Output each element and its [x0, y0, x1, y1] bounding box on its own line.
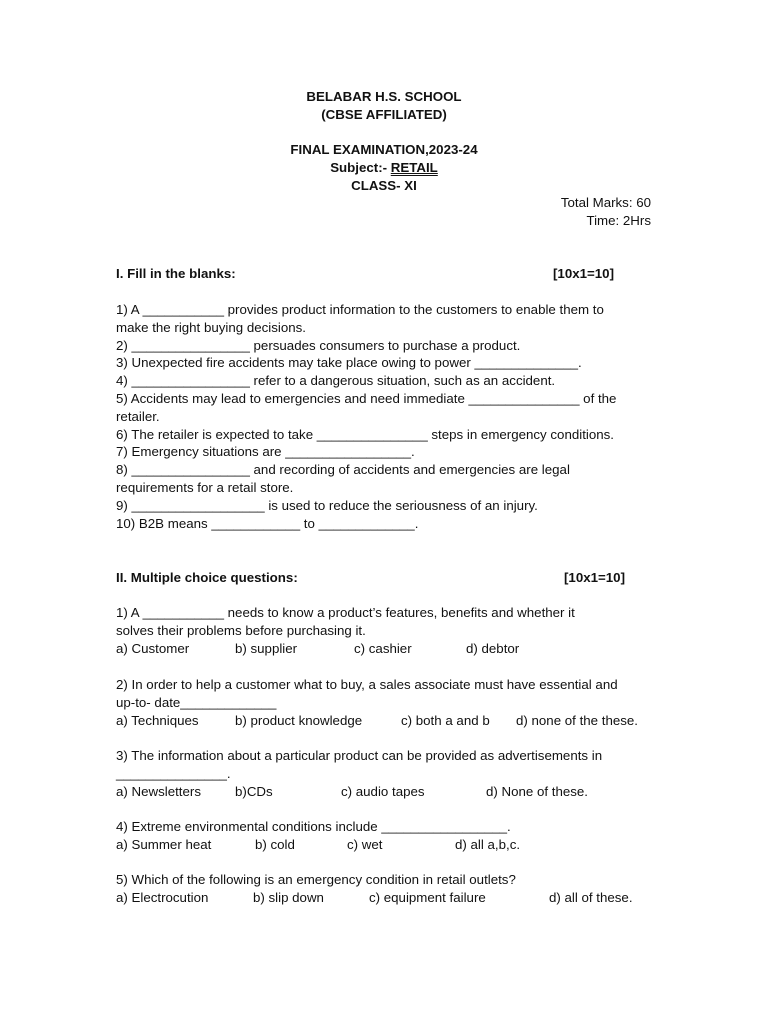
- options-row: [116, 640, 656, 658]
- school-name: BELABAR H.S. SCHOOL: [306, 89, 462, 104]
- option-b: b) product knowledge: [235, 712, 363, 728]
- fill-blank-line: requirements for a retail store.: [116, 479, 294, 495]
- options-row: [116, 712, 656, 730]
- option-c: c) cashier: [354, 640, 412, 656]
- option-d: d) all a,b,c.: [455, 836, 521, 852]
- fill-blank-line: 9) __________________ is used to reduce the seriousness of an injury.: [116, 497, 538, 513]
- class-label: CLASS- XI: [351, 178, 417, 193]
- option-b: b)CDs: [235, 783, 273, 799]
- section-2-marks: [10x1=10]: [564, 570, 625, 585]
- mcq-question-4: [116, 818, 656, 854]
- section-2-title: II. Multiple choice questions:: [116, 570, 298, 585]
- option-d: d) all of these.: [549, 889, 633, 905]
- subject-name: RETAIL: [390, 160, 438, 175]
- section-1-marks: [10x1=10]: [553, 266, 614, 281]
- options-row: [116, 836, 656, 854]
- option-c: c) audio tapes: [341, 783, 425, 799]
- section-1-questions: [116, 301, 656, 532]
- fill-blank-line: retailer.: [116, 408, 160, 424]
- fill-blank-line: 1) A ___________ provides product information to the customers to enable them to: [116, 302, 604, 317]
- option-c: c) equipment failure: [369, 889, 486, 905]
- question-text: _______________.: [116, 765, 231, 781]
- time-allowed: Time: 2Hrs: [586, 213, 651, 228]
- options-row: [116, 889, 656, 907]
- fill-blank-line: 3) Unexpected fire accidents may take place owing to power ______________.: [116, 355, 582, 371]
- affiliation: (CBSE AFFILIATED): [321, 107, 447, 122]
- option-b: b) supplier: [235, 640, 298, 656]
- mcq-question-5: [116, 871, 656, 907]
- options-row: [116, 783, 656, 801]
- option-a: a) Customer: [116, 640, 190, 656]
- fill-blank-line: make the right buying decisions.: [116, 319, 306, 335]
- mcq-question-3: [116, 747, 656, 800]
- option-a: a) Summer heat: [116, 836, 212, 852]
- mcq-question-1: [116, 604, 656, 657]
- option-d: d) debtor: [466, 640, 520, 656]
- section-1-title: I. Fill in the blanks:: [116, 266, 236, 281]
- option-d: d) None of these.: [486, 783, 589, 799]
- fill-blank-line: 4) ________________ refer to a dangerous situation, such as an accident.: [116, 373, 556, 389]
- fill-blank-line: 7) Emergency situations are _________________.: [116, 444, 415, 460]
- option-c: c) wet: [347, 836, 383, 852]
- question-text: 3) The information about a particular product can be provided as advertisements in: [116, 748, 603, 763]
- option-a: a) Newsletters: [116, 783, 201, 799]
- question-text: 2) In order to help a customer what to buy, a sales associate must have essential and: [116, 677, 618, 692]
- total-marks: Total Marks: 60: [560, 195, 651, 210]
- fill-blank-line: 10) B2B means ____________ to _____________.: [116, 515, 419, 531]
- option-a: a) Techniques: [116, 712, 199, 728]
- question-text: 1) A ___________ needs to know a product’s features, benefits and whether it: [116, 605, 575, 620]
- question-text: 4) Extreme environmental conditions include _________________.: [116, 819, 511, 834]
- option-b: b) slip down: [253, 889, 324, 905]
- option-a: a) Electrocution: [116, 889, 209, 905]
- subject-prefix: Subject:-: [330, 160, 391, 175]
- fill-blank-line: 2) ________________ persuades consumers to purchase a product.: [116, 337, 521, 353]
- option-b: b) cold: [255, 836, 295, 852]
- option-c: c) both a and b: [401, 712, 490, 728]
- question-text: solves their problems before purchasing it.: [116, 622, 366, 638]
- question-text: up-to- date_____________: [116, 694, 277, 710]
- exam-title: FINAL EXAMINATION,2023-24: [290, 142, 478, 157]
- fill-blank-line: 8) ________________ and recording of accidents and emergencies are legal: [116, 462, 570, 478]
- fill-blank-line: 5) Accidents may lead to emergencies and need immediate _______________ of the: [116, 390, 617, 406]
- mcq-question-2: [116, 676, 656, 729]
- option-d: d) none of the these.: [516, 712, 638, 728]
- subject-line: [0, 159, 768, 177]
- question-text: 5) Which of the following is an emergency condition in retail outlets?: [116, 872, 516, 887]
- fill-blank-line: 6) The retailer is expected to take _______________ steps in emergency conditions.: [116, 426, 614, 442]
